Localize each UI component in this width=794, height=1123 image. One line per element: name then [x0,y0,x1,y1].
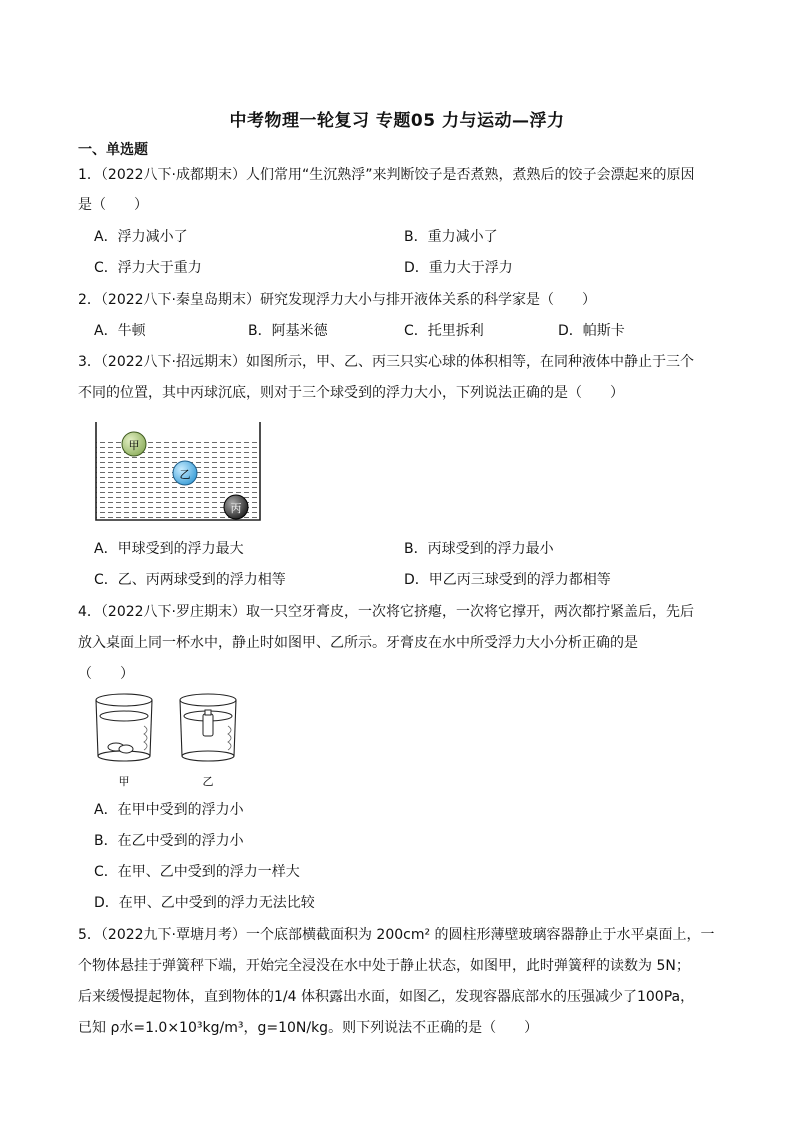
question-4-option-d: D．在甲、乙中受到的浮力无法比较 [94,895,315,911]
question-5-stem-cont3: 已知 ρ水=1.0×10³kg/m³，g=10N/kg。则下列说法不正确的是（ ） [78,1020,539,1036]
question-2-option-c: C．托里拆利 [404,323,484,339]
question-1-option-b: B．重力减小了 [404,229,498,245]
question-1-stem: 1．（2022八下·成都期末）人们常用“生沉熟浮”来判断饺子是否煮熟，煮熟后的饺子会漂起来的原因 [78,167,695,183]
question-3-stem: 3．（2022八下·招远期末）如图所示，甲、乙、丙三只实心球的体积相等，在同种液体中静止于三个 [78,354,694,370]
question-2-option-a: A．牛顿 [94,323,146,339]
beaker-yi-label: 乙 [202,775,214,788]
question-2-option-d: D．帕斯卡 [558,323,625,339]
question-3-option-b: B．丙球受到的浮力最小 [404,541,554,557]
ball-jia-label: 甲 [128,439,140,452]
question-4-stem-cont: 放入桌面上同一杯水中，静止时如图甲、乙所示。牙膏皮在水中所受浮力大小分析正确的是 [78,635,638,651]
three-balls-in-liquid-figure [92,420,264,526]
question-5-stem-cont: 个物体悬挂于弹簧秤下端，开始完全浸没在水中处于静止状态，如图甲，此时弹簧秤的读数为 5N； [78,958,690,974]
ball-bing-label: 丙 [230,502,242,515]
question-1-option-a: A．浮力减小了 [94,229,188,245]
question-4-option-b: B．在乙中受到的浮力小 [94,833,244,849]
question-3-stem-cont: 不同的位置，其中丙球沉底，则对于三个球受到的浮力大小，下列说法正确的是（ ） [78,385,624,401]
question-1-stem-cont: 是（ ） [78,197,148,213]
section-heading: 一、单选题 [78,142,148,158]
question-2-option-b: B．阿基米德 [248,323,328,339]
page-title: 中考物理一轮复习 专题05 力与运动—浮力 [229,111,565,131]
question-4-option-a: A．在甲中受到的浮力小 [94,802,244,818]
question-5-stem: 5．（2022九下·覃塘月考）一个底部横截面积为 200cm² 的圆柱形薄壁玻璃容器静止于水平桌面上，一 [78,927,715,943]
question-5-stem-cont2: 后来缓慢提起物体，直到物体的1/4 体积露出水面，如图乙，发现容器底部水的压强减少了100Pa， [78,989,695,1005]
beaker-jia-label: 甲 [118,775,130,788]
question-2-stem: 2．（2022八下·秦皇岛期末）研究发现浮力大小与排开液体关系的科学家是（ ） [78,292,596,308]
question-3-option-c: C．乙、丙两球受到的浮力相等 [94,572,286,588]
question-1-option-c: C．浮力大于重力 [94,260,202,276]
question-3-option-a: A．甲球受到的浮力最大 [94,541,244,557]
question-3-option-d: D．甲乙丙三球受到的浮力都相等 [404,572,611,588]
toothpaste-tube-beakers-figure [92,690,252,792]
question-4-option-c: C．在甲、乙中受到的浮力一样大 [94,864,300,880]
question-1-option-d: D．重力大于浮力 [404,260,513,276]
question-4-stem: 4．（2022八下·罗庄期末）取一只空牙膏皮，一次将它挤瘪，一次将它撑开，两次都拧紧盖后，先后 [78,604,694,620]
expanded-tube-yi [203,714,213,736]
question-4-stem-cont2: （ ） [78,666,134,682]
ball-yi-label: 乙 [179,468,191,481]
